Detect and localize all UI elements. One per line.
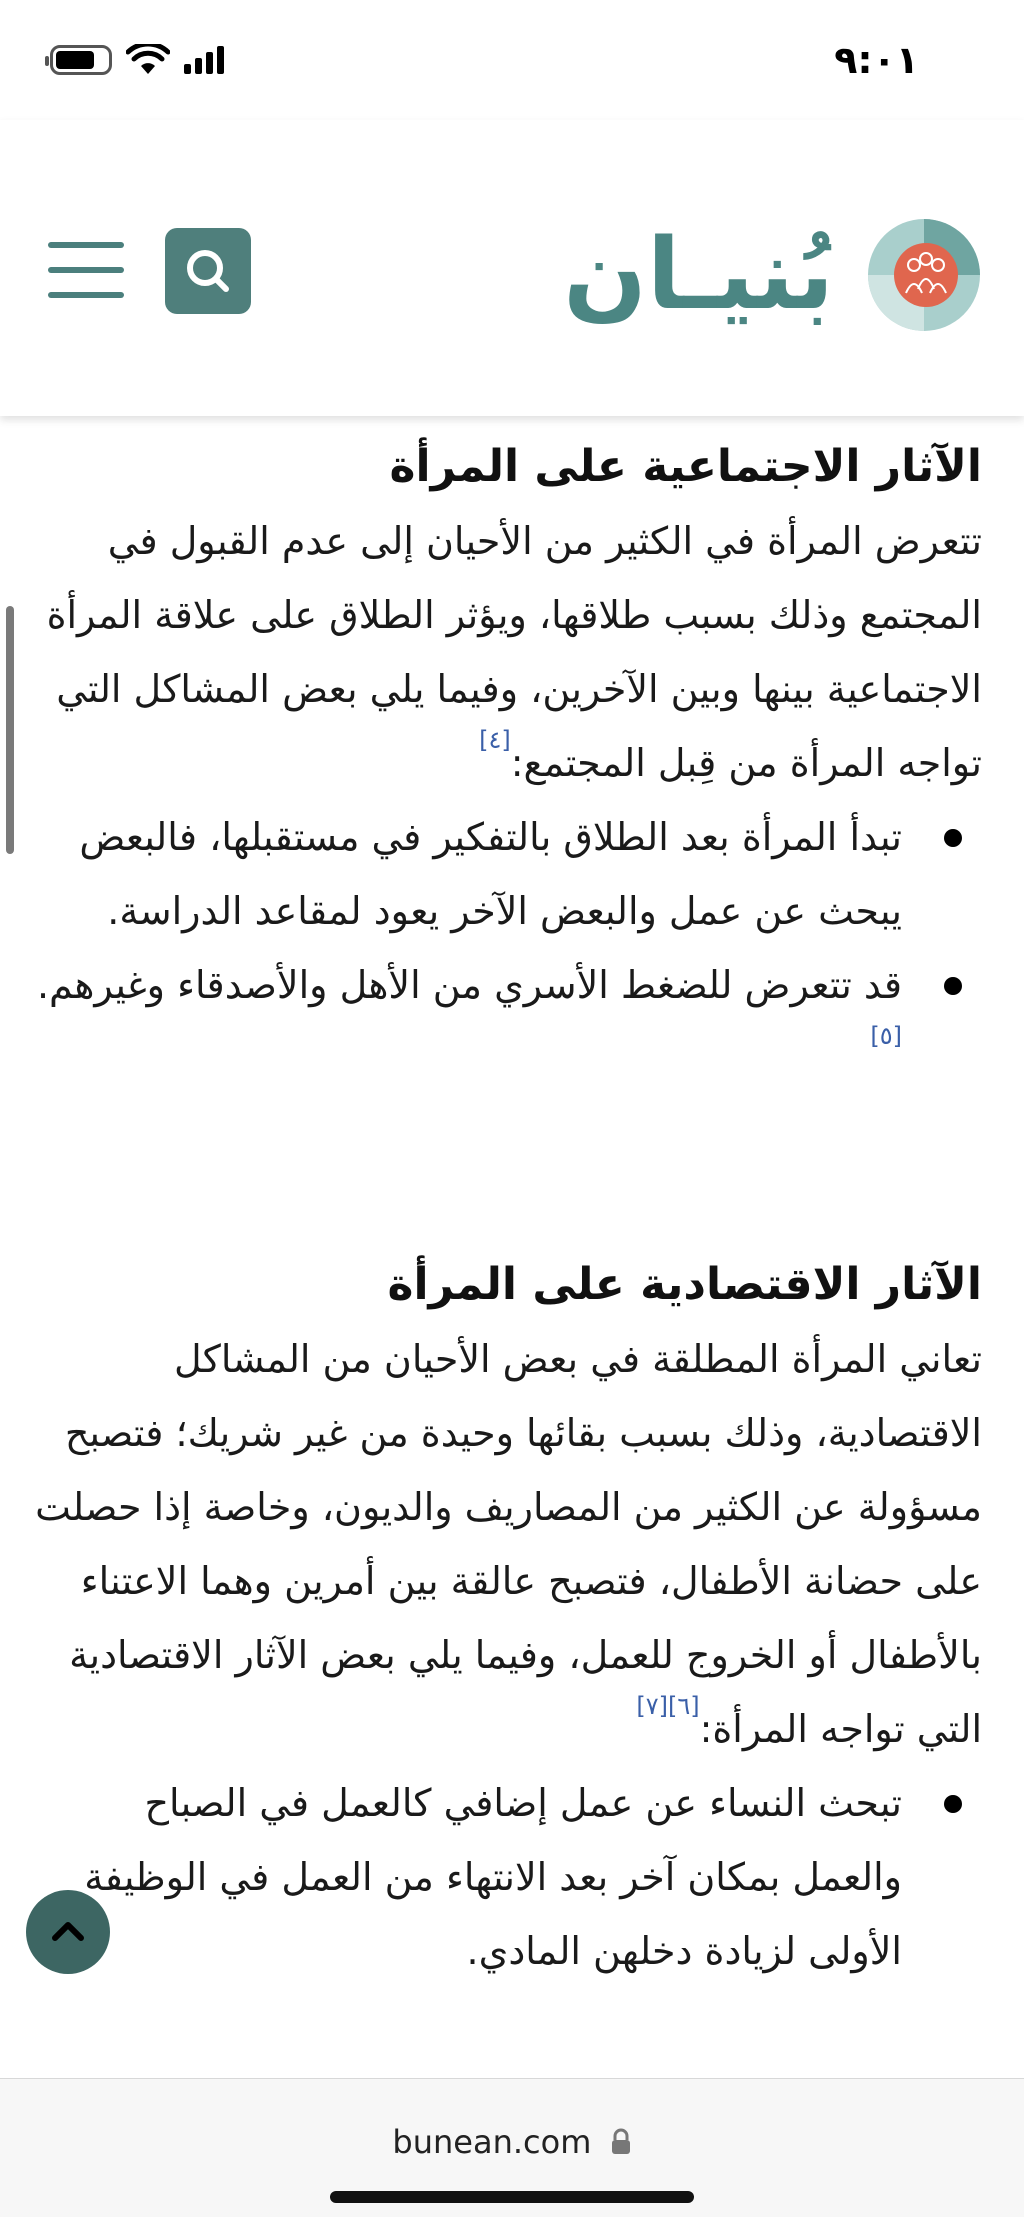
scroll-indicator[interactable] xyxy=(6,606,14,854)
section-title: الآثار الاجتماعية على المرأة xyxy=(389,441,982,492)
section-paragraph: تتعرض المرأة في الكثير من الأحيان إلى عدم القبول في المجتمع وذلك بسبب طلاقها، ويؤثر الطلاق على علاقة المرأة الاجتماعية بينها وبين الآخرين، وفيما يلي بعض المشاكل التي تواجه المرأة من قِبل المجتمع:[٤] xyxy=(46,519,982,785)
bullet-list xyxy=(32,1766,982,1988)
section-economic xyxy=(32,1248,982,1988)
hamburger-icon xyxy=(48,242,124,248)
home-indicator[interactable] xyxy=(330,2191,694,2203)
url-text: bunean.com xyxy=(392,2123,592,2161)
section-social xyxy=(32,430,982,1096)
chevron-up-icon xyxy=(26,1890,110,1974)
logo-mark-icon xyxy=(864,215,984,335)
list-item: قد تتعرض للضغط الأسري من الأهل والأصدقاء وغيرهم.[٥] xyxy=(32,948,982,1096)
site-logo[interactable] xyxy=(563,210,984,340)
cellular-signal-icon xyxy=(184,46,224,74)
site-header xyxy=(0,120,1024,416)
section-paragraph: تعاني المرأة المطلقة في بعض الأحيان من المشاكل الاقتصادية، وذلك بسبب بقائها وحيدة من غير شريك؛ فتصبح مسؤولة عن الكثير من المصاريف والديون، وخاصة إذا حصلت على حضانة الأطفال، فتصبح عالقة بين أمرين وهما الاعتناء بالأطفال أو الخروج للعمل، وفيما يلي بعض الآثار الاقتصادية التي تواجه المرأة:[٦][٧] xyxy=(35,1337,982,1751)
search-button[interactable] xyxy=(165,228,251,314)
reference-link[interactable]: [٥] xyxy=(870,1022,902,1050)
logo-text: بُنيـان xyxy=(563,218,834,332)
status-icons xyxy=(50,44,224,76)
address-bar[interactable] xyxy=(0,2123,1024,2161)
search-icon xyxy=(165,228,251,314)
bullet-list xyxy=(32,800,982,1096)
browser-bottom-bar xyxy=(0,2078,1024,2217)
list-item: تبحث النساء عن عمل إضافي كالعمل في الصباح والعمل بمكان آخر بعد الانتهاء من العمل في الوظيفة الأولى لزيادة دخلهن المادي. xyxy=(32,1766,982,1988)
back-to-top-button[interactable] xyxy=(26,1890,110,1974)
reference-link[interactable]: [٦][٧] xyxy=(636,1692,700,1720)
battery-icon xyxy=(50,45,112,75)
wifi-icon xyxy=(126,44,170,76)
status-time: ٩:٠١ xyxy=(834,38,919,82)
menu-button[interactable] xyxy=(48,242,124,298)
section-title: الآثار الاقتصادية على المرأة xyxy=(387,1259,982,1310)
reference-link[interactable]: [٤] xyxy=(479,726,511,754)
status-bar xyxy=(0,0,1024,120)
lock-icon xyxy=(610,2128,632,2156)
list-item: تبدأ المرأة بعد الطلاق بالتفكير في مستقبلها، فالبعض يبحث عن عمل والبعض الآخر يعود لمقاعد الدراسة. xyxy=(32,800,982,948)
